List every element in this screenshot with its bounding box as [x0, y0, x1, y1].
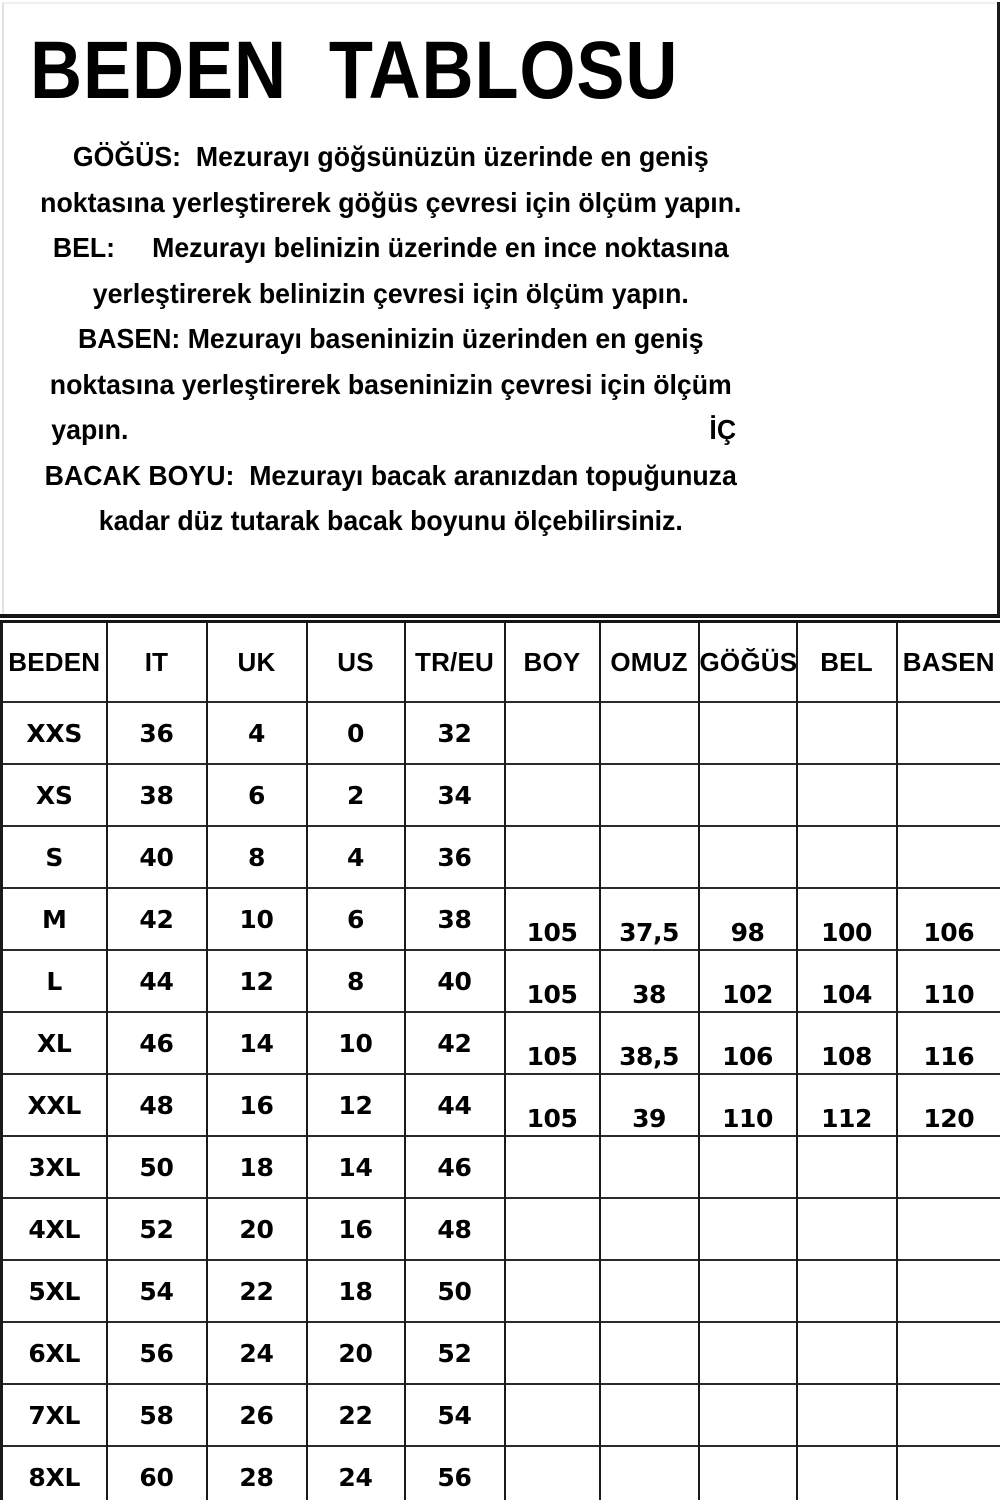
measure-cell-gogus: [699, 702, 797, 764]
measure-cell-boy: [505, 1446, 600, 1500]
size-cell-beden: 7XL: [2, 1384, 107, 1446]
measure-cell-gogus: [699, 950, 797, 1012]
measure-cell-basen: [897, 1198, 1000, 1260]
size-cell-us: 2: [307, 764, 405, 826]
size-cell-beden: 5XL: [2, 1260, 107, 1322]
size-cell-uk: 24: [207, 1322, 307, 1384]
size-cell-beden: XXS: [2, 702, 107, 764]
size-cell-it: 60: [107, 1446, 207, 1500]
measure-cell-omuz: [600, 1260, 699, 1322]
measure-cell-basen-value: 110: [923, 979, 975, 1009]
measure-cell-boy: [505, 950, 600, 1012]
size-cell-it: 48: [107, 1074, 207, 1136]
size-cell-uk: 22: [207, 1260, 307, 1322]
size-cell-uk: 4: [207, 702, 307, 764]
column-header-tr-eu: TR/EU: [405, 623, 505, 702]
size-cell-it: 44: [107, 950, 207, 1012]
size-cell-uk: 18: [207, 1136, 307, 1198]
measure-cell-omuz: [600, 1074, 699, 1136]
size-cell-it: 54: [107, 1260, 207, 1322]
size-cell-beden: 4XL: [2, 1198, 107, 1260]
measure-cell-gogus: [699, 1384, 797, 1446]
measure-cell-basen: [897, 950, 1000, 1012]
measure-cell-bel-value: 112: [821, 1103, 872, 1133]
measure-cell-basen-value: 106: [923, 917, 975, 947]
measure-cell-basen: [897, 764, 1000, 826]
size-cell-beden: XS: [2, 764, 107, 826]
size-cell-uk: 12: [207, 950, 307, 1012]
size-cell-it: 42: [107, 888, 207, 950]
table-row: [2, 702, 1000, 764]
table-row: [2, 1012, 1000, 1074]
size-cell-beden: 8XL: [2, 1446, 107, 1500]
intro-block: [0, 0, 1000, 616]
size-cell-uk: 10: [207, 888, 307, 950]
measure-cell-boy-value: 105: [526, 1041, 578, 1071]
measure-cell-boy-value: 105: [526, 979, 578, 1009]
measure-cell-bel: [797, 826, 897, 888]
measure-cell-boy: [505, 1012, 600, 1074]
size-cell-tr-eu: 46: [405, 1136, 505, 1198]
table-row: [2, 888, 1000, 950]
measure-cell-gogus: [699, 1446, 797, 1500]
measure-cell-boy: [505, 1198, 600, 1260]
measure-cell-boy: [505, 1074, 600, 1136]
column-header-uk: UK: [207, 623, 307, 702]
table-row: [2, 1322, 1000, 1384]
measure-cell-boy: [505, 888, 600, 950]
measure-cell-omuz: [600, 1198, 699, 1260]
size-cell-it: 46: [107, 1012, 207, 1074]
measure-cell-bel: [797, 1260, 897, 1322]
measure-cell-bel: [797, 1384, 897, 1446]
measure-cell-boy: [505, 1322, 600, 1384]
size-cell-beden: 6XL: [2, 1322, 107, 1384]
instruction-line: noktasına yerleştirerek baseninizin çevresi için ölçüm: [49, 368, 732, 400]
measure-cell-gogus-value: 102: [722, 979, 773, 1009]
table-row: [2, 1384, 1000, 1446]
measure-cell-bel: [797, 702, 897, 764]
measure-cell-basen: [897, 1446, 1000, 1500]
size-table: [0, 623, 1000, 1500]
measure-cell-bel-value: 108: [821, 1041, 872, 1071]
measure-cell-basen-value: 120: [923, 1103, 975, 1133]
measure-cell-basen: [897, 1322, 1000, 1384]
measure-cell-basen: [897, 1260, 1000, 1322]
size-cell-beden: S: [2, 826, 107, 888]
measure-cell-gogus: [699, 1012, 797, 1074]
measure-cell-basen-value: 116: [923, 1041, 975, 1071]
size-cell-it: 58: [107, 1384, 207, 1446]
instruction-line-right: İÇ: [709, 414, 737, 445]
measure-cell-bel: [797, 1446, 897, 1500]
size-cell-us: 6: [307, 888, 405, 950]
measure-cell-basen: [897, 1136, 1000, 1198]
measure-cell-gogus-value: 98: [730, 917, 765, 947]
measure-cell-gogus: [699, 1074, 797, 1136]
size-cell-uk: 26: [207, 1384, 307, 1446]
measure-cell-boy: [505, 826, 600, 888]
measure-cell-basen: [897, 888, 1000, 950]
measure-cell-omuz: [600, 826, 699, 888]
table-row: [2, 826, 1000, 888]
measure-cell-gogus: [699, 1198, 797, 1260]
size-cell-uk: 6: [207, 764, 307, 826]
table-row: [2, 1136, 1000, 1198]
column-header-us: US: [307, 623, 405, 702]
measure-cell-bel: [797, 764, 897, 826]
column-header-boy: BOY: [505, 623, 600, 702]
measure-cell-bel: [797, 1012, 897, 1074]
measure-cell-bel: [797, 1136, 897, 1198]
size-cell-beden: L: [2, 950, 107, 1012]
size-cell-it: 50: [107, 1136, 207, 1198]
size-cell-beden: XL: [2, 1012, 107, 1074]
measure-cell-gogus: [699, 1260, 797, 1322]
measure-cell-boy-value: 105: [526, 1103, 578, 1133]
size-cell-beden: M: [2, 888, 107, 950]
measure-cell-omuz: [600, 702, 699, 764]
measure-cell-boy: [505, 1384, 600, 1446]
measure-cell-bel: [797, 950, 897, 1012]
measure-cell-basen: [897, 1012, 1000, 1074]
measure-cell-basen: [897, 826, 1000, 888]
table-row: [2, 1198, 1000, 1260]
measure-cell-basen: [897, 1384, 1000, 1446]
instruction-line-split: [28, 407, 754, 453]
size-table-section: [0, 614, 1000, 1500]
measure-cell-omuz: [600, 1384, 699, 1446]
size-cell-tr-eu: 44: [405, 1074, 505, 1136]
size-cell-us: 4: [307, 826, 405, 888]
measure-cell-omuz-value: 38: [632, 979, 666, 1009]
size-cell-tr-eu: 54: [405, 1384, 505, 1446]
measure-cell-bel: [797, 888, 897, 950]
size-cell-tr-eu: 48: [405, 1198, 505, 1260]
measure-cell-gogus: [699, 1322, 797, 1384]
size-cell-tr-eu: 32: [405, 702, 505, 764]
size-cell-us: 16: [307, 1198, 405, 1260]
size-cell-us: 18: [307, 1260, 405, 1322]
column-header-gogus: GÖĞÜS: [699, 623, 797, 702]
size-cell-us: 20: [307, 1322, 405, 1384]
size-cell-tr-eu: 40: [405, 950, 505, 1012]
column-header-it: IT: [107, 623, 207, 702]
page-title: BEDEN TABLOSU: [30, 25, 679, 116]
measure-cell-basen: [897, 1074, 1000, 1136]
measure-cell-omuz: [600, 1136, 699, 1198]
table-body: [2, 702, 1000, 1500]
size-cell-it: 36: [107, 702, 207, 764]
size-cell-us: 14: [307, 1136, 405, 1198]
size-cell-it: 38: [107, 764, 207, 826]
size-cell-beden: XXL: [2, 1074, 107, 1136]
measure-cell-bel: [797, 1074, 897, 1136]
measure-cell-omuz: [600, 1446, 699, 1500]
size-cell-it: 40: [107, 826, 207, 888]
measure-cell-bel: [797, 1322, 897, 1384]
measure-cell-omuz: [600, 1012, 699, 1074]
column-header-omuz: OMUZ: [600, 623, 699, 702]
measure-cell-omuz: [600, 888, 699, 950]
measure-cell-boy: [505, 702, 600, 764]
table-row: [2, 764, 1000, 826]
size-cell-us: 0: [307, 702, 405, 764]
size-cell-uk: 8: [207, 826, 307, 888]
column-header-beden: BEDEN: [2, 623, 107, 702]
instruction-line-left: yapın.: [51, 414, 129, 445]
measure-cell-gogus: [699, 888, 797, 950]
instruction-line: yerleştirerek belinizin çevresi için ölçüm yapın.: [92, 277, 689, 309]
size-cell-uk: 16: [207, 1074, 307, 1136]
size-cell-tr-eu: 38: [405, 888, 505, 950]
measure-cell-gogus: [699, 764, 797, 826]
size-cell-uk: 20: [207, 1198, 307, 1260]
measure-cell-boy: [505, 1136, 600, 1198]
column-header-basen: BASEN: [897, 623, 1000, 702]
table-top-rule: [0, 614, 1000, 623]
table-header-row: [2, 623, 1000, 702]
measure-cell-omuz: [600, 764, 699, 826]
instruction-line: BACAK BOYU: Mezurayı bacak aranızdan topuğunuza: [44, 459, 737, 491]
measure-cell-omuz-value: 38,5: [619, 1041, 679, 1071]
measure-cell-boy: [505, 1260, 600, 1322]
measure-cell-bel: [797, 1198, 897, 1260]
table-row: [2, 1074, 1000, 1136]
measurement-instructions: [28, 134, 754, 544]
measure-cell-gogus: [699, 826, 797, 888]
measure-cell-gogus: [699, 1136, 797, 1198]
size-cell-tr-eu: 34: [405, 764, 505, 826]
size-cell-tr-eu: 56: [405, 1446, 505, 1500]
measure-cell-omuz-value: 39: [632, 1103, 666, 1133]
size-cell-it: 52: [107, 1198, 207, 1260]
size-cell-tr-eu: 36: [405, 826, 505, 888]
instruction-line: kadar düz tutarak bacak boyunu ölçebilirsiniz.: [98, 505, 683, 536]
size-cell-us: 24: [307, 1446, 405, 1500]
size-cell-it: 56: [107, 1322, 207, 1384]
size-cell-uk: 14: [207, 1012, 307, 1074]
measure-cell-bel-value: 100: [821, 917, 872, 947]
measure-cell-omuz: [600, 1322, 699, 1384]
size-cell-tr-eu: 50: [405, 1260, 505, 1322]
measure-cell-omuz-value: 37,5: [619, 917, 679, 947]
table-row: [2, 950, 1000, 1012]
measure-cell-gogus-value: 110: [722, 1103, 773, 1133]
measure-cell-gogus-value: 106: [722, 1041, 773, 1071]
measure-cell-boy-value: 105: [526, 917, 578, 947]
size-cell-tr-eu: 52: [405, 1322, 505, 1384]
size-cell-beden: 3XL: [2, 1136, 107, 1198]
measure-cell-basen: [897, 702, 1000, 764]
measure-cell-bel-value: 104: [821, 979, 872, 1009]
measure-cell-boy: [505, 764, 600, 826]
measure-cell-omuz: [600, 950, 699, 1012]
instruction-line: BASEN: Mezurayı baseninizin üzerinden en geniş: [78, 323, 704, 354]
instruction-line: noktasına yerleştirerek göğüs çevresi için ölçüm yapın.: [40, 186, 742, 218]
size-cell-uk: 28: [207, 1446, 307, 1500]
instruction-line: GÖĞÜS: Mezurayı göğsünüzün üzerinde en geniş: [72, 141, 709, 172]
size-cell-us: 22: [307, 1384, 405, 1446]
table-row: [2, 1446, 1000, 1500]
size-cell-us: 8: [307, 950, 405, 1012]
column-header-bel: BEL: [797, 623, 897, 702]
instruction-line: BEL: Mezurayı belinizin üzerinde en ince noktasına: [52, 232, 729, 263]
size-cell-tr-eu: 42: [405, 1012, 505, 1074]
size-cell-us: 12: [307, 1074, 405, 1136]
table-row: [2, 1260, 1000, 1322]
size-cell-us: 10: [307, 1012, 405, 1074]
